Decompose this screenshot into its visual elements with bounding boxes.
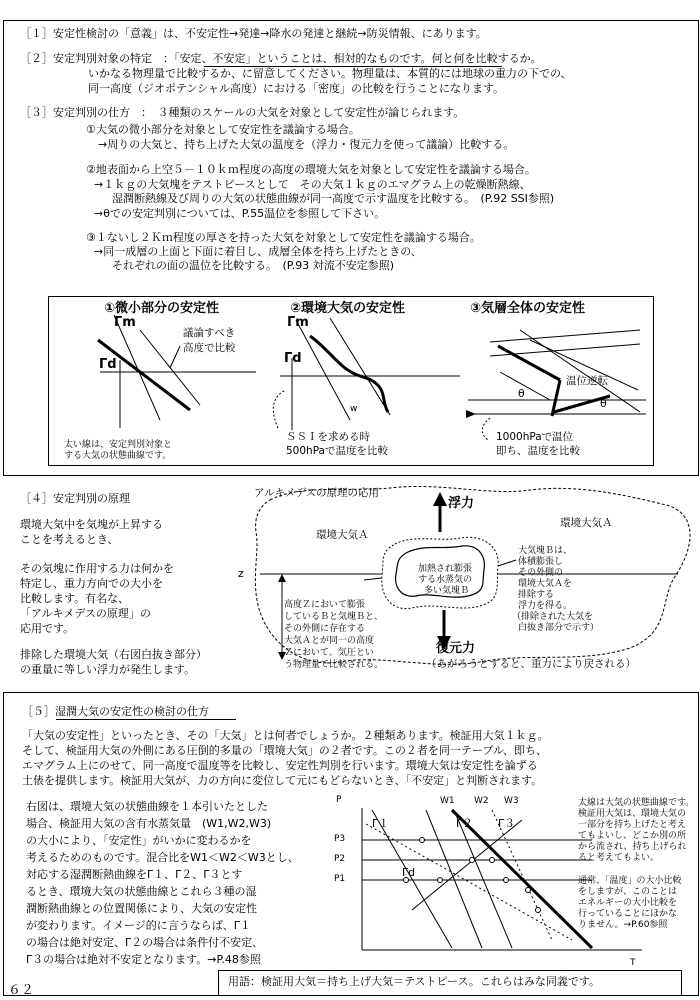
- buoyancy-label: 浮力: [448, 496, 475, 511]
- fig1-title-2: ②環境大気の安定性: [290, 301, 406, 316]
- emagram-w3: W3: [504, 796, 519, 806]
- emagram-note-8: をしますが、このことは: [578, 887, 678, 897]
- right-note-2: 体積膨張し: [518, 557, 564, 567]
- page-number: ６２: [8, 983, 35, 998]
- s4-p1a: 環境大気中を気塊が上昇する: [20, 518, 163, 531]
- s4-p3a: 排除した環境大気（右図白抜き部分）: [20, 648, 207, 661]
- fig1-ssi-1: ＳＳＩを求める時: [286, 431, 370, 443]
- emagram-p2: P2: [334, 854, 346, 864]
- s5-b8: が変わります。イメージ的に言うならば、Γ１: [26, 919, 251, 932]
- s3-m1b: →周りの大気と、持ち上げた大気の温度を（浮力・復元力を使って議論）比較する。: [98, 138, 515, 151]
- s3-m3a: ③１ないし２Ｋｍ程度の厚さを持った大気を対象として安定性を議論する場合。: [86, 231, 481, 244]
- s5-b7: 潤断熱曲線との位置関係により、大気の安定性: [26, 902, 257, 915]
- right-note-6: 浮力を得る。: [518, 601, 573, 611]
- emagram-note-5: から流され、持ち上げられ: [578, 842, 687, 852]
- fig1-gm1: Γm: [114, 315, 136, 330]
- right-note-8: 白抜き部分で示す）: [518, 623, 600, 633]
- fig1-disc-2: 高度で比較: [183, 342, 236, 354]
- fig1-note-2: する大気の状態曲線です。: [64, 451, 172, 461]
- restoring-force-note: （あがろうとすると、重力により戻される）: [426, 658, 636, 670]
- emagram-p3: P3: [334, 834, 346, 844]
- s5-b1: 右図は、環境大気の状態曲線を１本引いたとした: [26, 800, 268, 813]
- left-note-6: う物理量で比較される。: [284, 660, 384, 670]
- parcel-label-2: する水蒸気の: [418, 575, 473, 585]
- parcel-label-1: 加熱され膨張: [418, 564, 473, 574]
- fig1-title-3: ③気層全体の安定性: [470, 301, 586, 316]
- s4-p2c: 比較します。有名な、: [20, 592, 130, 605]
- s5-title-underline: [56, 719, 236, 720]
- emagram-note-10: 行っていることにほかな: [578, 909, 678, 919]
- right-note-4: 環境大気Ａを: [518, 579, 573, 589]
- s3-line: ［３］安定判別の仕方 ： ３種類のスケールの大気を対象として安定性が論じられます。: [20, 106, 465, 119]
- fig1-gd1: Γd: [99, 357, 117, 372]
- emagram-gd: Γd: [402, 866, 416, 879]
- fig1-ssi-2: 500hPaで温度を比較: [286, 445, 388, 457]
- left-note-2: しているＢと気塊Ｂと、: [284, 612, 384, 622]
- height-z-label: z: [238, 567, 244, 580]
- fig1-inversion: 温位逆転: [566, 375, 608, 387]
- s3-m3b: →同一成層の上面と下面に着目し、成層全体を持ち上げたときの、: [94, 245, 422, 258]
- archimedes-title: アルキメデスの原理の応用: [254, 487, 379, 499]
- emagram-axis-t: T: [630, 958, 636, 968]
- s5-b2: 場合、検証用大気の含有水蒸気量 (W1,W2,W3): [26, 817, 272, 830]
- emagram-note-6: ると考えてもよい。: [578, 853, 660, 863]
- s4-title: ［４］安定判別の原理: [20, 492, 130, 505]
- s5-b4: 考えるためのものです。混合比をW1＜W2＜W3とし、: [26, 851, 299, 864]
- right-note-3: その外側の: [518, 568, 564, 578]
- emagram-note-1: 太線は大気の状態曲線です。: [578, 798, 695, 808]
- emagram-p1: P1: [334, 874, 346, 884]
- fig1-gm2: Γm: [287, 315, 309, 330]
- right-note-7: （排除された大気を: [512, 612, 594, 622]
- env-air-a-right: 環境大気Ａ: [560, 517, 613, 529]
- fig1-gd2: Γd: [284, 351, 302, 366]
- emagram-note-3: 一部分を持ち上げたと考え: [578, 820, 687, 830]
- s5-b3: の大小により、「安定性」がいかに変わるかを: [26, 834, 252, 847]
- emagram-g2: Γ２: [456, 817, 474, 830]
- s5-l2: そして、検証用大気の外側にある圧倒的多量の「環境大気」の２者です。この２者を同一テーブル、即ち、: [22, 744, 548, 757]
- s3-m2d: →θでの安定判別については、P.55温位を参照して下さい。: [94, 207, 386, 220]
- s5-l4: 土俵を提供します。検証用大気が、力の方向に変位して元にもどらないとき、「不安定」と判断されます。: [22, 774, 543, 787]
- right-note-5: 排除する: [518, 590, 555, 600]
- s5-b6: るとき、環境大気の状態曲線とこれら３種の湿: [26, 885, 257, 898]
- s4-p2d: 「アルキメデスの原理」の: [20, 607, 151, 620]
- fig1-disc-1: 議論すべき: [183, 327, 236, 339]
- s4-p3b: の重量に等しい浮力が発生します。: [20, 663, 196, 676]
- fig1-hpa-2: 即ち、温度を比較: [496, 445, 580, 457]
- s2-line-b: いかなる物理量で比較するか、に留意してください。物理量は、本質的には地球の重力の下での、: [88, 67, 572, 80]
- s5-l1: 「大気の安定性」といったとき、その「大気」とは何者でしょうか。２種類あります。検証用大気１ｋｇ。: [22, 729, 549, 742]
- s5-b9: の場合は絶対安定、Γ２の場合は条件付不安定、: [26, 936, 264, 949]
- fig1-note-1: 太い線は、安定判別対象と: [64, 440, 173, 450]
- s3-m2b: →１ｋｇの大気塊をテストピースとして その大気１ｋｇのエマグラム上の乾燥断熱線、: [94, 178, 531, 191]
- s5-title: ［５］湿潤大気の安定性の検討の仕方: [22, 705, 209, 718]
- s5-l3: エマグラム上にのせて、同一高度で温度等を比較し、安定性判別を行います。環境大気は安定性を論ずる: [22, 759, 538, 772]
- left-note-5: Ｚにおいて、気圧とい: [284, 648, 374, 658]
- left-note-1: 高度Ｚにおいて膨張: [284, 600, 366, 610]
- emagram-w1: W1: [440, 796, 455, 806]
- s3-m2c: 湿潤断熱線及び周りの大気の状態曲線が同一高度で示す温度を比較する。 (P.92 SSI参照): [112, 192, 555, 205]
- emagram-g1: Γ１: [372, 817, 390, 830]
- fig1-hpa-1: 1000hPaで温位: [496, 431, 574, 443]
- glossary-text: 用語：検証用大気＝持ち上げ大気＝テストピース。これらはみな同義です。: [228, 975, 601, 988]
- s3-m2a: ②地表面から上空５－１０ｋｍ程度の高度の環境大気を対象として安定性を議論する場合。: [86, 163, 536, 176]
- parcel-label-3: 多い気塊Ｂ: [424, 586, 470, 596]
- s4-p2a: その気塊に作用する力は何かを: [20, 562, 174, 575]
- emagram-w2: W2: [474, 796, 489, 806]
- s2-line-a: ［２］安定判別対象の特定 ：「安定、不安定」ということは、相対的なものです。何と何を比較するか。: [20, 52, 542, 65]
- s2-line-c: 同一高度（ジオポテンシャル高度）における「密度」の比較を行うことになります。: [88, 82, 505, 95]
- emagram-note-11: りません。→P.60参照: [578, 920, 668, 930]
- right-note-1: 大気塊Ｂは、: [518, 546, 573, 556]
- fig1-title-1: ①微小部分の安定性: [104, 301, 220, 316]
- left-note-4: 大気Ａとが同一の高度: [284, 636, 375, 646]
- fig1-theta-2: θ: [600, 397, 607, 410]
- left-note-3: その外側に存在する: [284, 624, 366, 634]
- fig1-theta-1: θ: [518, 387, 525, 400]
- emagram-note-4: てもよいし、どこか別の所: [578, 831, 687, 841]
- emagram-note-2: 検証用大気は、環境大気の: [578, 809, 687, 819]
- s4-p2e: 応用です。: [20, 622, 75, 635]
- s4-p2b: 特定し、重力方向での大小を: [20, 577, 163, 590]
- s5-b5: 対応する湿潤断熱曲線をΓ１、Γ２、Γ３とす: [26, 868, 243, 881]
- emagram-note-9: エネルギーの大小比較を: [578, 898, 678, 908]
- emagram-axis-p: P: [336, 795, 342, 805]
- emagram-g3: Γ３: [498, 817, 516, 830]
- s3-m1a: ①大気の微小部分を対象として安定性を議論する場合。: [86, 123, 360, 136]
- s3-m3c: それぞれの面の温位を比較する。 (P.93 対流不安定参照): [112, 259, 394, 272]
- s5-b10: Γ３の場合は絶対不安定となります。→P.48参照: [26, 953, 261, 966]
- restoring-force-label: 復元力: [436, 641, 476, 656]
- emagram-note-7: 通常、「温度」の大小比較: [578, 876, 682, 886]
- s1-line1: ［１］安定性検討の「意義」は、不安定性→発達→降水の発達と継続→防災情報、にあります。: [20, 27, 487, 40]
- env-air-a-left: 環境大気Ａ: [316, 529, 369, 541]
- fig1-w: w: [350, 404, 358, 414]
- s4-p1b: ことを考えるとき、: [20, 533, 119, 546]
